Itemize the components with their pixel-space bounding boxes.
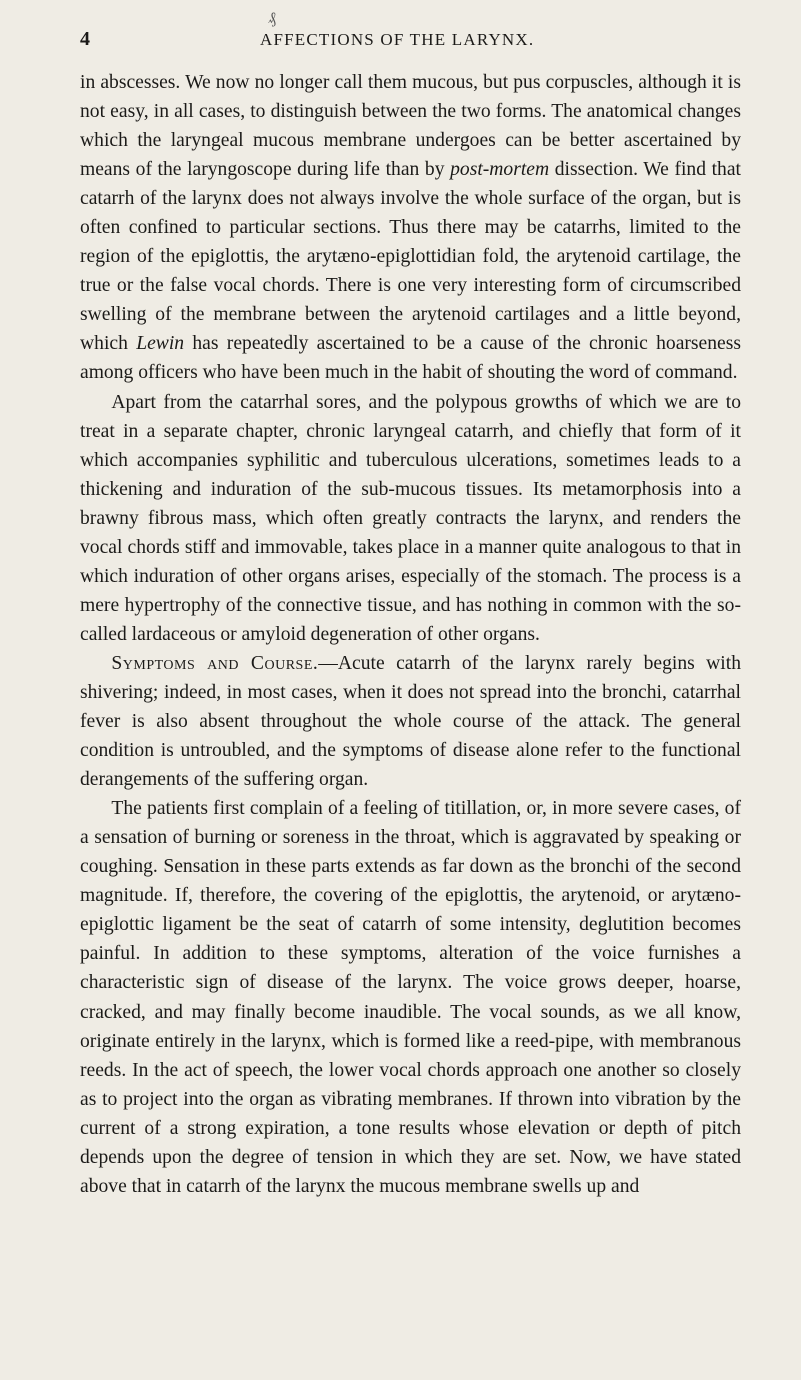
paragraph-4-text: The patients first complain of a feeling of titillation, or, in more severe cases, of a sensation of burning or soreness in the throat, which is aggravated by speaking or coughing. Sensation in these parts extends as far down as the bronchi of the second magnitude. If, therefore, the covering of the epiglottis, the arytenoid, or arytæno-epiglottic ligament be the seat of catarrh of some intensity, deglutition becomes painful. In addition to these symptoms, alteration of the voice furnishes a characteristic sign of disease of the larynx. The voice grows deeper, hoarse, cracked, and may finally become inaudible. The vocal sounds, as we all know, originate entirely in the larynx, which is formed like a reed-pipe, with membranous reeds. In the act of speech, the lower vocal chords approach one another so closely as to project into the organ as vibrating membranes. If thrown into vibration by the current of a strong expiration, a tone results whose elevation or depth of pitch depends upon the degree of tension in which they are set. Now, we have stated above that in catarrh of the larynx the mucous membrane swells up and <box>80 798 741 1197</box>
paragraph-4 <box>80 794 741 1201</box>
paragraph-3-text: —Acute catarrh of the larynx rarely begins with shivering; indeed, in most cases, when it does not spread into the bronchi, catarrhal fever is also absent throughout the whole course of the attack. The general condition is untroubled, and the symptoms of disease alone refer to the functional derangements of the suffering organ. <box>80 652 741 791</box>
italic-post-mortem: post-mortem <box>450 159 550 181</box>
section-heading-symptoms: Symptoms and Course. <box>111 652 319 674</box>
page-number: 4 <box>80 28 90 50</box>
paragraph-1-text-b: dissection. We find that catarrh of the larynx does not always involve the whole surface of the organ, but is often confined to particular sections. Thus there may be catarrhs, limited to the region of the epiglottis, the arytæno-epiglottidian fold, the arytenoid cartilage, the true or the false vocal chords. There is one very interesting form of circumscribed swelling of the membrane between the arytenoid cartilages and a little beyond, which <box>80 159 741 355</box>
paragraph-2 <box>80 388 741 649</box>
running-head <box>80 10 741 68</box>
body-text <box>80 68 741 1201</box>
paragraph-1 <box>80 68 741 388</box>
printer-mark: ₰ <box>268 10 276 27</box>
paragraph-1-text-a: in abscesses. We now no longer call them mucous, but pus corpuscles, although it is not easy, in all cases, to distinguish between the two forms. The anatomical changes which the laryngeal mucous membrane undergoes can be better ascertained by means of the laryngoscope during life than by <box>80 72 741 181</box>
paragraph-2-text: Apart from the catarrhal sores, and the polypous growths of which we are to treat in a separate chapter, chronic laryngeal catarrh, and chiefly that form of it which accompanies syphilitic and tuberculous ulcerations, sometimes leads to a thickening and induration of the sub-mucous tissues. Its metamorphosis into a brawny fibrous mass, which often greatly contracts the larynx, and renders the vocal chords stiff and immovable, takes place in a manner quite analogous to that in which induration of other organs arises, especially of the stomach. The process is a mere hypertrophy of the connective tissue, and has nothing in common with the so-called lardaceous or amyloid degeneration of other organs. <box>80 391 741 645</box>
italic-lewin: Lewin <box>136 333 185 355</box>
running-title: AFFECTIONS OF THE LARYNX. <box>260 30 535 49</box>
paragraph-1-text-c: has repeatedly ascertained to be a cause of the chronic hoarseness among officers who have been much in the habit of shouting the word of command. <box>80 333 741 384</box>
paragraph-3 <box>80 649 741 794</box>
